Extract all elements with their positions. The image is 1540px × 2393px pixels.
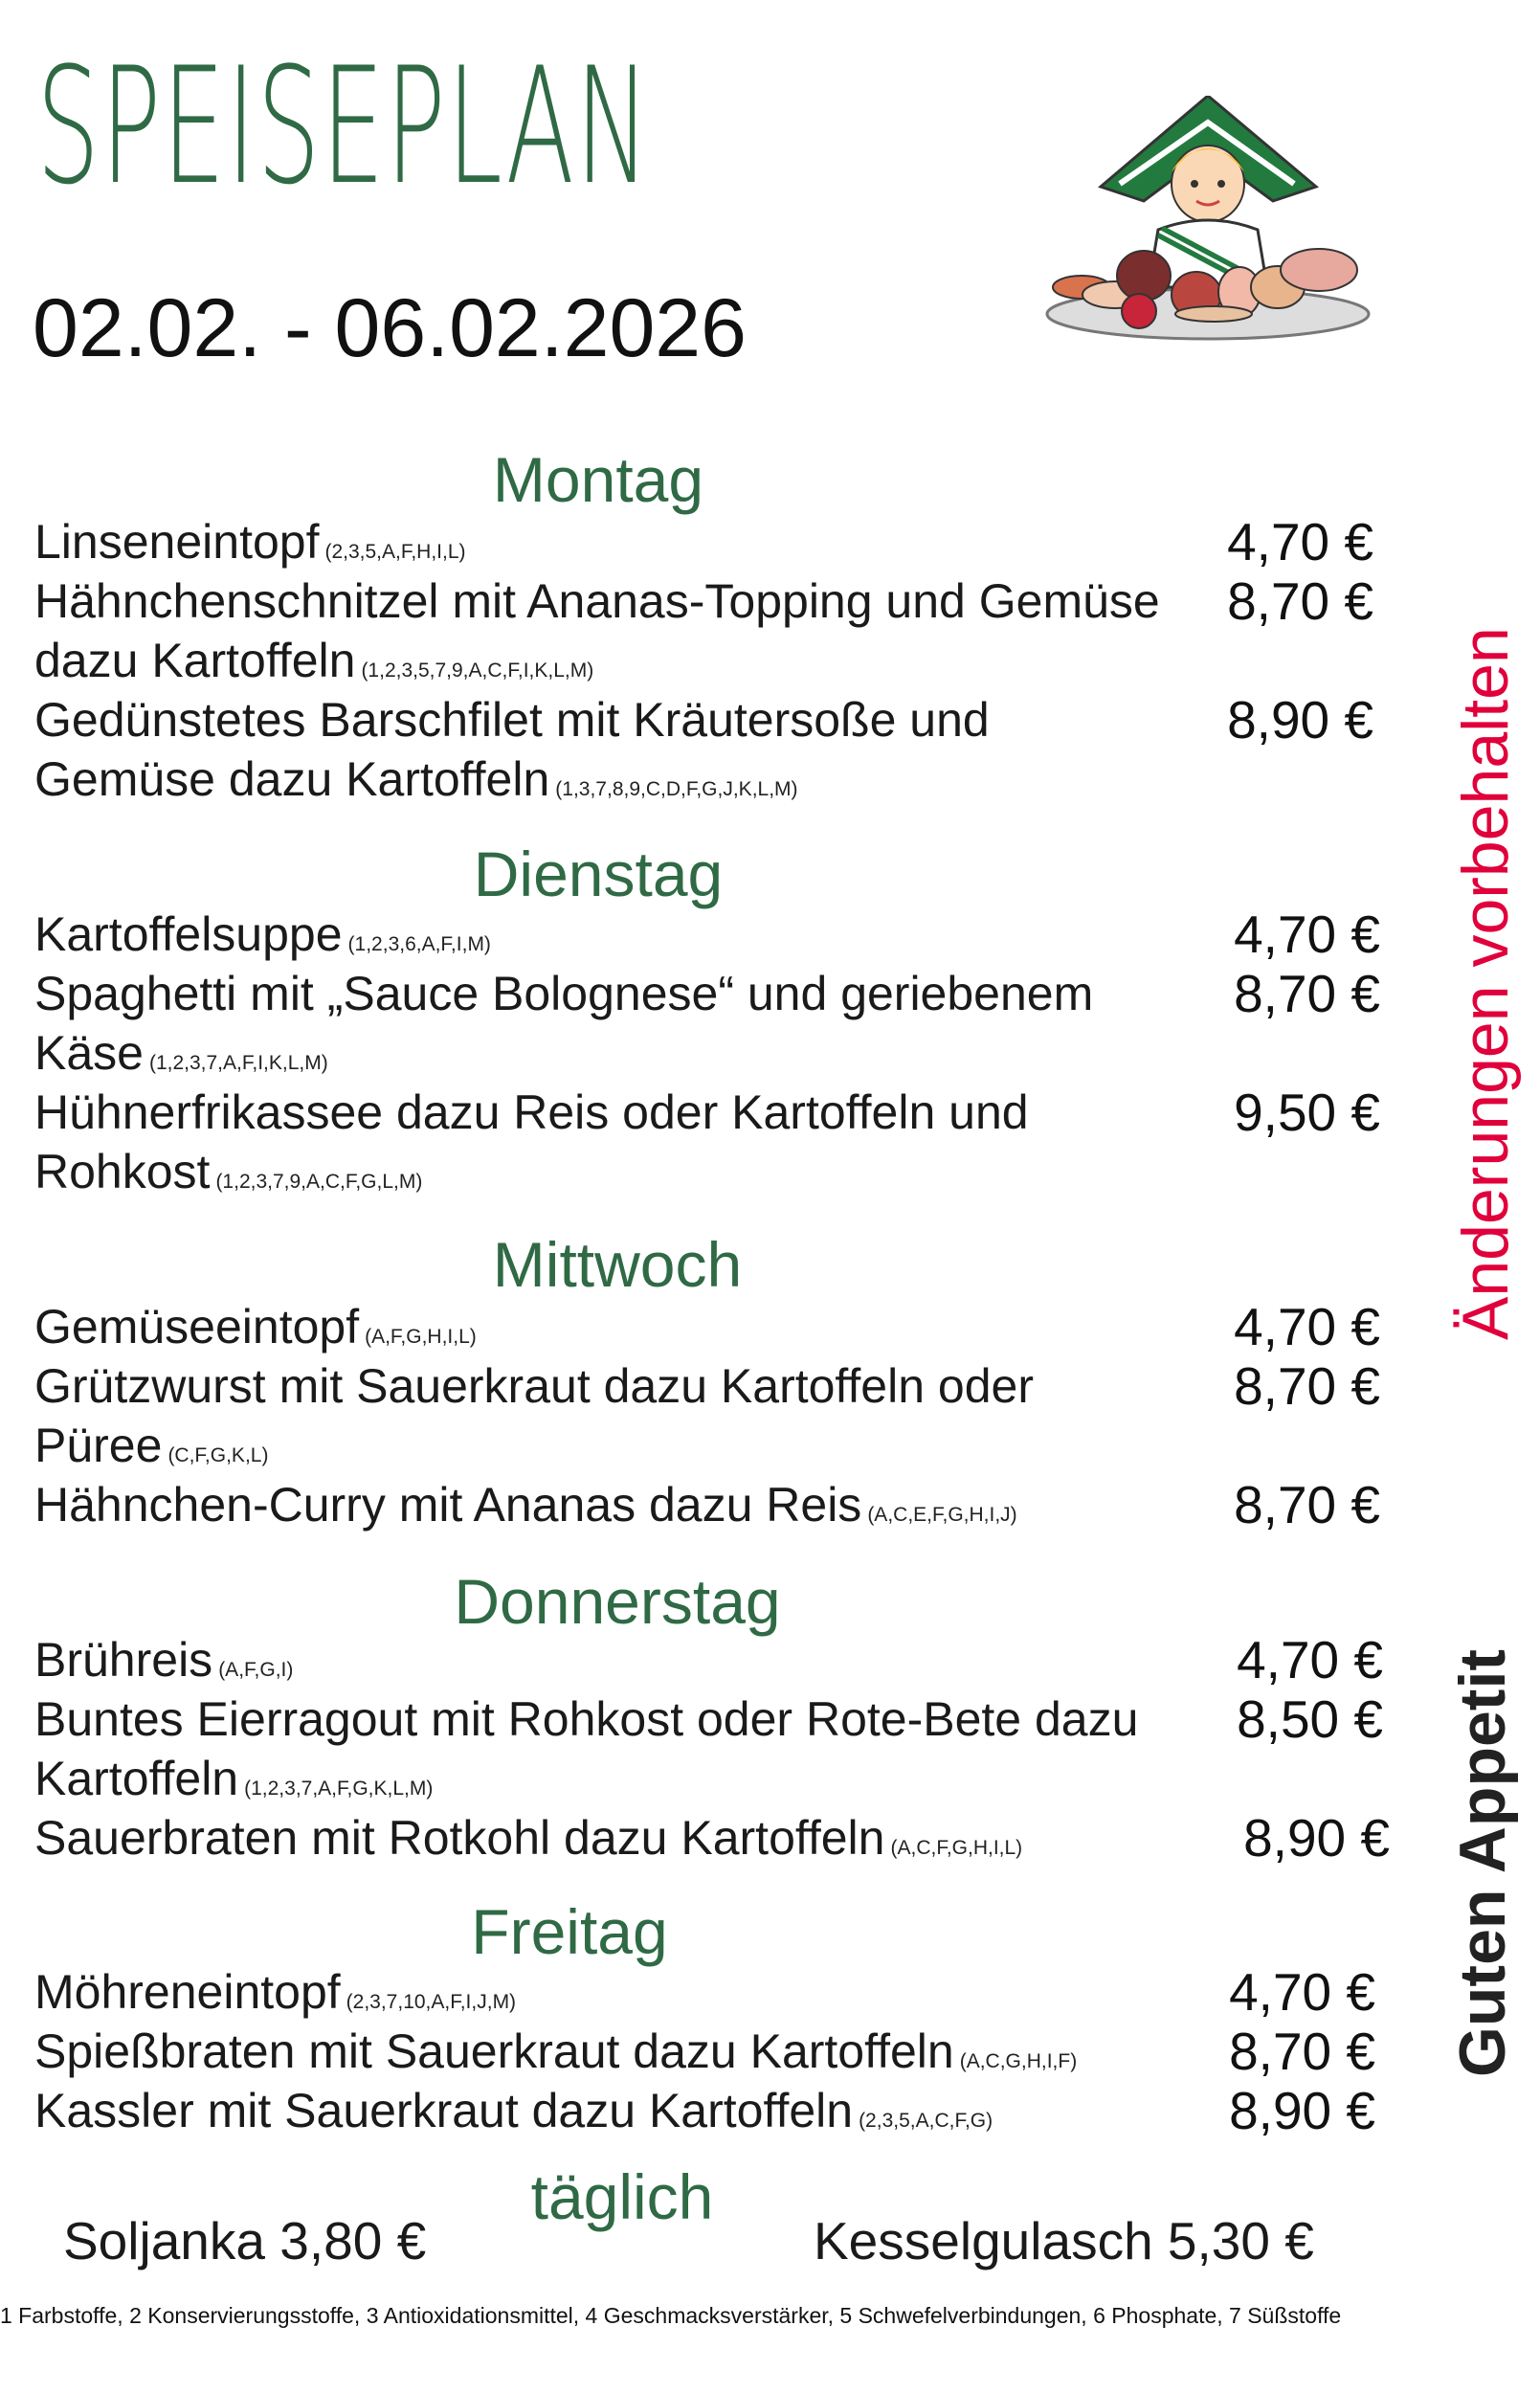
greeting-note: Guten Appetit — [1446, 1649, 1519, 2077]
dish-price: 8,50 € — [1237, 1689, 1383, 1749]
daily-item-left: Soljanka 3,80 € — [63, 2211, 427, 2270]
dish-item: Buntes Eierragout mit Rohkost oder Rote-Bete dazu Kartoffeln (1,2,3,7,A,F,G,K,L,M) — [34, 1692, 1139, 1805]
dish-price: 8,90 € — [1227, 690, 1373, 749]
dish-price: 8,70 € — [1229, 2022, 1375, 2081]
day-heading-dienstag: Dienstag — [473, 839, 724, 909]
dish-item: Hühnerfrikassee dazu Reis oder Kartoffeln und Rohkost (1,2,3,7,9,A,C,F,G,L,M) — [34, 1085, 1029, 1198]
changes-reserved-note: Änderungen vorbehalten — [1449, 627, 1522, 1340]
dish-price: 9,50 € — [1234, 1083, 1380, 1142]
dish-item: Spießbraten mit Sauerkraut dazu Kartoffeln (A,C,G,H,I,F) — [34, 2024, 1078, 2078]
deli-girl-logo — [1043, 96, 1373, 349]
dish-price: 4,70 € — [1227, 512, 1373, 571]
dish-item: Linseneintopf (2,3,5,A,F,H,I,L) — [34, 515, 466, 569]
dish-item: Gemüseeintopf (A,F,G,H,I,L) — [34, 1300, 477, 1353]
dish-price: 8,70 € — [1227, 571, 1373, 631]
dish-item: Sauerbraten mit Rotkohl dazu Kartoffeln (A,C,F,G,H,I,L) — [34, 1811, 1023, 1865]
dish-item: Grützwurst mit Sauerkraut dazu Kartoffeln oder Püree (C,F,G,K,L) — [34, 1359, 1034, 1472]
dish-item: Spaghetti mit „Sauce Bolognese“ und geriebenem Käse (1,2,3,7,A,F,I,K,L,M) — [34, 967, 1094, 1080]
dish-price: 8,70 € — [1234, 1475, 1380, 1534]
dish-price: 4,70 € — [1237, 1630, 1383, 1689]
dish-price: 4,70 € — [1234, 1297, 1380, 1356]
dish-price: 4,70 € — [1229, 1962, 1375, 2022]
dish-price: 8,90 € — [1243, 1808, 1390, 1867]
page-title: SPEISEPLAN — [36, 33, 652, 220]
date-range: 02.02. - 06.02.2026 — [33, 282, 747, 374]
day-heading-mittwoch: Mittwoch — [492, 1229, 743, 1300]
dish-item: Brühreis (A,F,G,I) — [34, 1633, 294, 1687]
dish-item: Hähnchen-Curry mit Ananas dazu Reis (A,C,E,F,G,H,I,J) — [34, 1478, 1017, 1532]
dish-item: Kartoffelsuppe (1,2,3,6,A,F,I,M) — [34, 907, 491, 961]
dish-price: 8,70 € — [1234, 964, 1380, 1023]
day-heading-montag: Montag — [492, 444, 704, 515]
additives-footnote: 1 Farbstoffe, 2 Konservierungsstoffe, 3 Antioxidationsmittel, 4 Geschmacksverstärker, 5 Schwefelverbindungen, 6 Phosphate, 7 Süßstoffe — [0, 2303, 1342, 2328]
dish-price: 8,70 € — [1234, 1356, 1380, 1416]
dish-item: Möhreneintopf (2,3,7,10,A,F,I,J,M) — [34, 1965, 517, 2019]
daily-item-right: Kesselgulasch 5,30 € — [814, 2211, 1314, 2270]
dish-price: 8,90 € — [1229, 2081, 1375, 2140]
daily-heading: täglich — [530, 2161, 714, 2232]
dish-item: Kassler mit Sauerkraut dazu Kartoffeln (2,3,5,A,C,F,G) — [34, 2084, 993, 2137]
day-heading-freitag: Freitag — [471, 1896, 668, 1967]
dish-item: Gedünstetes Barschfilet mit Kräutersoße und Gemüse dazu Kartoffeln (1,3,7,8,9,C,D,F,G,J,K,L,M) — [34, 693, 990, 806]
dish-price: 4,70 € — [1234, 905, 1380, 964]
day-heading-donnerstag: Donnerstag — [454, 1566, 781, 1637]
dish-item: Hähnchenschnitzel mit Ananas-Topping und Gemüse dazu Kartoffeln (1,2,3,5,7,9,A,C,F,I,K,L,M) — [34, 574, 1160, 687]
